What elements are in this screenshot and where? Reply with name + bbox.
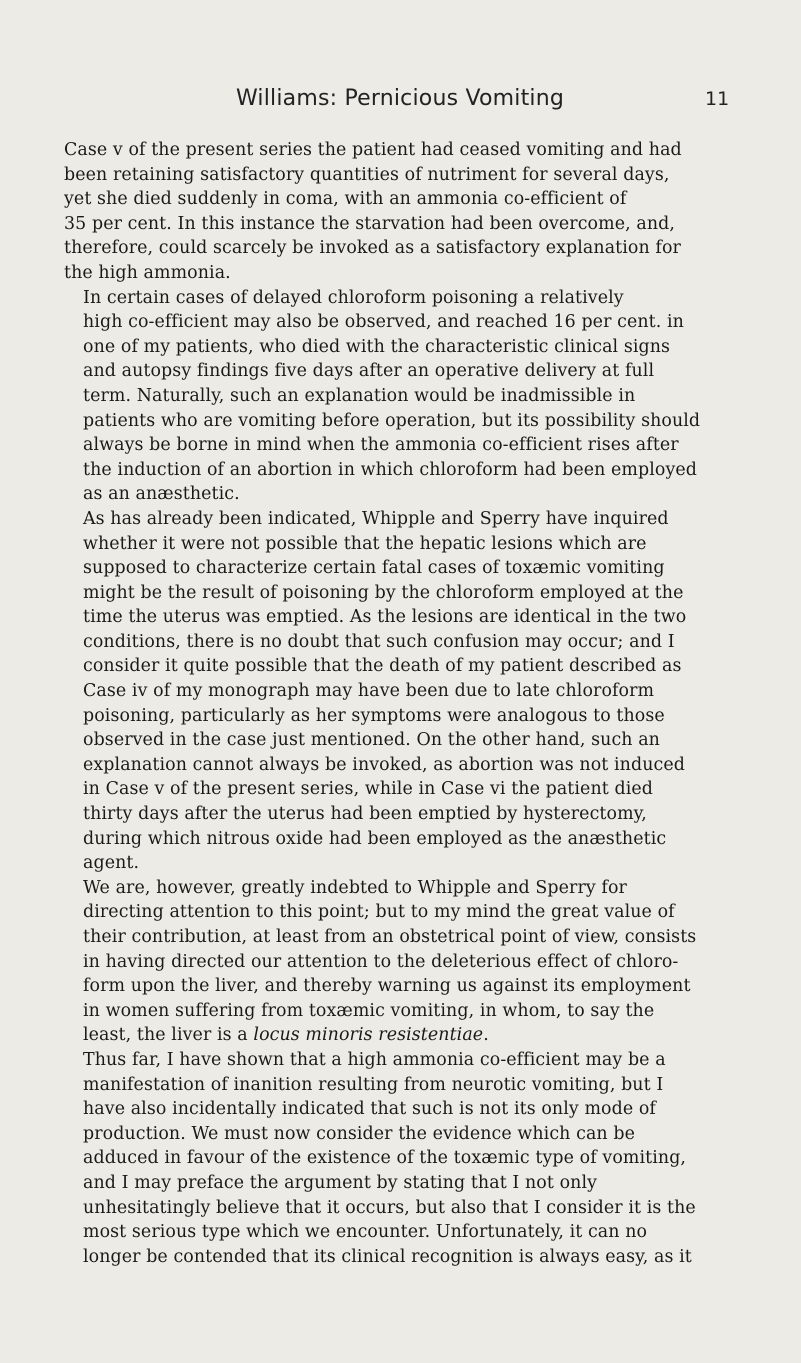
- text-line: might be the result of poisoning by the chloroform employed at the: [83, 582, 684, 603]
- text-line: in Case v of the present series, while in Case vi the patient died: [83, 779, 653, 800]
- text-line: adduced in favour of the existence of the toxæmic type of vomiting,: [83, 1148, 687, 1169]
- text-line: agent.: [83, 853, 140, 874]
- text-line: during which nitrous oxide had been employed as the anæsthetic: [83, 828, 667, 849]
- text-line: Thus far, I have shown that a high ammonia co-efficient may be a: [83, 1049, 666, 1070]
- text-line: therefore, could scarcely be invoked as a satisfactory explanation for: [64, 238, 681, 259]
- text-line: time the uterus was emptied. As the lesions are identical in the two: [83, 607, 687, 628]
- text-line: as an anæsthetic.: [83, 484, 240, 505]
- text-line: been retaining satisfactory quantities of nutriment for several days,: [64, 164, 670, 185]
- text-line: term. Naturally, such an explanation would be inadmissible in: [83, 385, 636, 406]
- text-line: unhesitatingly believe that it occurs, but also that I consider it is the: [83, 1197, 696, 1218]
- text-line-last: [64, 1023, 752, 1048]
- text-line: As has already been indicated, Whipple and Sperry have inquired: [83, 508, 669, 529]
- text-line: high co-efficient may also be observed, and reached 16 per cent. in: [83, 312, 684, 333]
- text-line: directing attention to this point; but to my mind the great value of: [83, 902, 675, 923]
- paragraph-5: [64, 1048, 752, 1269]
- text-line: the high ammonia.: [64, 262, 231, 283]
- text-line: poisoning, particularly as her symptoms were analogous to those: [83, 705, 665, 726]
- text-line: one of my patients, who died with the characteristic clinical signs: [83, 336, 671, 357]
- text-line: supposed to characterize certain fatal cases of toxæmic vomiting: [83, 558, 665, 579]
- text-line: most serious type which we encounter. Unfortunately, it can no: [83, 1222, 648, 1243]
- text-line: and autopsy findings five days after an operative delivery at full: [83, 361, 655, 382]
- text-line: conditions, there is no doubt that such confusion may occur; and I: [83, 631, 675, 652]
- text-line: in women suffering from toxæmic vomiting, in whom, to say the: [83, 1000, 655, 1021]
- text-line: 35 per cent. In this instance the starvation had been overcome, and,: [64, 213, 675, 234]
- text-line: longer be contended that its clinical recognition is always easy, as it: [83, 1246, 692, 1267]
- running-head: Williams: Pernicious Vomiting: [235, 86, 565, 111]
- text-line: and I may preface the argument by stating that I not only: [83, 1172, 598, 1193]
- text-line: explanation cannot always be invoked, as abortion was not induced: [83, 754, 685, 775]
- text-line: We are, however, greatly indebted to Whipple and Sperry for: [83, 877, 627, 898]
- paragraph-2: [64, 286, 752, 507]
- text-line: whether it were not possible that the hepatic lesions which are: [83, 533, 647, 554]
- paragraph-3: [64, 507, 752, 876]
- text-line: patients who are vomiting before operation, but its possibility should: [83, 410, 701, 431]
- paragraph-1: [64, 138, 752, 286]
- text-line: consider it quite possible that the death of my patient described as: [83, 656, 682, 677]
- text-line: Case v of the present series the patient had ceased vomiting and had: [64, 140, 682, 160]
- text-line: Case iv of my monograph may have been due to late chloroform: [83, 681, 655, 702]
- latin-phrase: locus minoris resistentiae: [253, 1025, 484, 1046]
- text-line: always be borne in mind when the ammonia co-efficient rises after: [83, 435, 679, 456]
- page-number: 11: [705, 88, 730, 110]
- body-text: [64, 138, 752, 1269]
- text-line: form upon the liver, and thereby warning us against its employment: [83, 976, 691, 997]
- text-line: observed in the case just mentioned. On the other hand, such an: [83, 730, 660, 751]
- text-line: in having directed our attention to the deleterious effect of chloro-: [83, 951, 679, 972]
- paragraph-4: [64, 876, 752, 1048]
- text-line: have also incidentally indicated that such is not its only mode of: [83, 1099, 656, 1120]
- text-line: yet she died suddenly in coma, with an ammonia co-efficient of: [64, 189, 627, 210]
- text-line: thirty days after the uterus had been emptied by hysterectomy,: [83, 804, 647, 825]
- text-line: In certain cases of delayed chloroform poisoning a relatively: [83, 287, 624, 308]
- text-line: the induction of an abortion in which chloroform had been employed: [83, 459, 698, 480]
- text-fragment: .: [483, 1025, 489, 1046]
- text-fragment: least, the liver is a: [83, 1025, 254, 1046]
- text-line: manifestation of inanition resulting from neurotic vomiting, but I: [83, 1074, 664, 1095]
- text-line: their contribution, at least from an obstetrical point of view, consists: [83, 927, 697, 947]
- text-line: production. We must now consider the evidence which can be: [83, 1123, 635, 1144]
